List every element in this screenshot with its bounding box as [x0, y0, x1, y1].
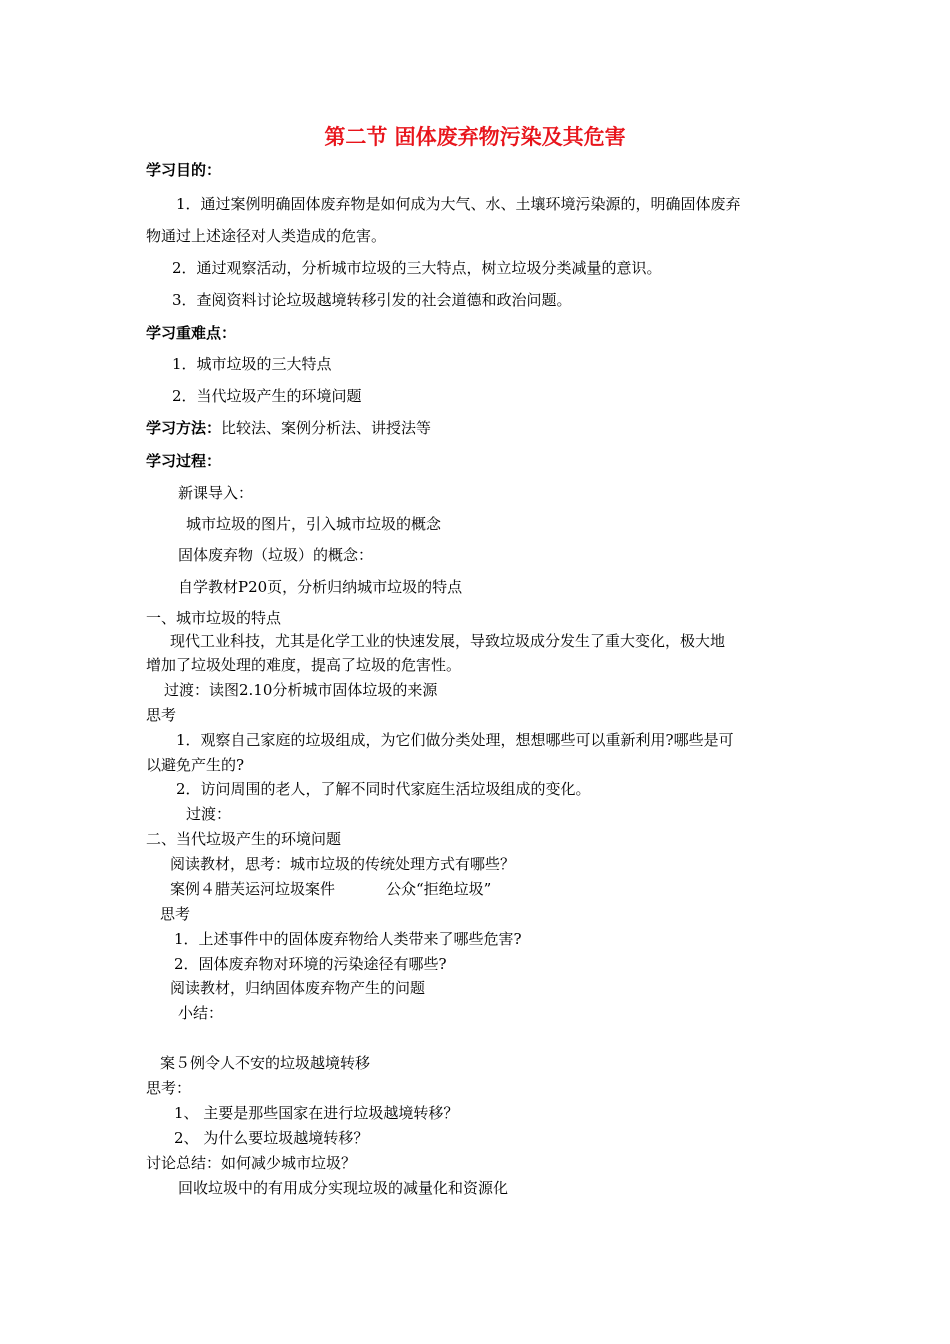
section-3-think: 思考： — [146, 1079, 192, 1097]
section-1-para-line-2: 增加了垃圾处理的难度，提高了垃圾的危害性。 — [146, 656, 462, 674]
section-2-question-2: 2．固体废弃物对环境的污染途径有哪些? — [174, 955, 447, 973]
key-points-heading: 学习重难点： — [146, 324, 237, 342]
intro-text: 城市垃圾的图片，引入城市垃圾的概念 — [186, 515, 442, 533]
objective-3: 3．查阅资料讨论垃圾越境转移引发的社会道德和政治问题。 — [172, 291, 572, 309]
section-3-discussion: 讨论总结：如何减少城市垃圾？ — [146, 1154, 357, 1172]
methods-heading: 学习方法： — [146, 419, 222, 437]
section-3-case-5: 案５例令人不安的垃圾越境转移 — [160, 1054, 371, 1072]
intro-label: 新课导入： — [178, 484, 254, 502]
methods-text: 比较法、案例分析法、讲授法等 — [221, 419, 432, 437]
objectives-heading: 学习目的： — [146, 161, 222, 179]
section-2-read: 阅读教材，思考：城市垃圾的传统处理方式有哪些？ — [170, 855, 516, 873]
section-2-question-1: 1．上述事件中的固体废弃物给人类带来了哪些危害? — [174, 930, 522, 948]
section-2-think: 思考 — [160, 905, 191, 923]
objective-1-line-1: 1．通过案例明确固体废弃物是如何成为大气、水、土壤环境污染源的，明确固体废弃 — [176, 195, 741, 213]
key-point-1: 1．城市垃圾的三大特点 — [172, 355, 332, 373]
section-1-para-line-1: 现代工业科技，尤其是化学工业的快速发展，导致垃圾成分发生了重大变化，极大地 — [170, 632, 726, 650]
section-1-question-1-line-2: 以避免产生的? — [146, 756, 245, 774]
section-2-case-4: 案例４腊芙运河垃圾案件 — [170, 880, 336, 898]
section-1-heading: 一、城市垃圾的特点 — [146, 609, 282, 627]
objective-2: 2．通过观察活动，分析城市垃圾的三大特点，树立垃圾分类减量的意识。 — [172, 259, 662, 277]
section-1-transition: 过渡：读图2.10分析城市固体垃圾的来源 — [164, 681, 438, 699]
section-3-question-1: 1、 主要是那些国家在进行垃圾越境转移？ — [174, 1104, 459, 1122]
section-2-summary: 小结： — [178, 1004, 224, 1022]
process-heading: 学习过程： — [146, 452, 222, 470]
section-1-question-2: 2．访问周围的老人，了解不同时代家庭生活垃圾组成的变化。 — [176, 780, 591, 798]
section-1-question-1-line-1: 1．观察自己家庭的垃圾组成，为它们做分类处理，想想哪些可以重新利用?哪些是可 — [176, 731, 734, 749]
section-3-answer: 回收垃圾中的有用成分实现垃圾的减量化和资源化 — [178, 1179, 509, 1197]
self-study-text: 自学教材P20页，分析归纳城市垃圾的特点 — [178, 578, 463, 596]
concept-label: 固体废弃物（垃圾）的概念： — [178, 546, 374, 564]
key-point-2: 2．当代垃圾产生的环境问题 — [172, 387, 362, 405]
section-3-question-2: 2、 为什么要垃圾越境转移？ — [174, 1129, 369, 1147]
section-2-heading: 二、当代垃圾产生的环境问题 — [146, 830, 342, 848]
methods-line — [146, 418, 431, 438]
section-2-read-2: 阅读教材，归纳固体废弃物产生的问题 — [170, 979, 426, 997]
page-title: 第二节 固体废弃物污染及其危害 — [324, 124, 626, 149]
section-1-transition-2: 过渡： — [186, 805, 232, 823]
objective-1-line-2: 物通过上述途径对人类造成的危害。 — [146, 227, 387, 245]
section-1-think: 思考 — [146, 706, 177, 724]
section-2-case-4b: 公众“拒绝垃圾” — [386, 880, 492, 898]
